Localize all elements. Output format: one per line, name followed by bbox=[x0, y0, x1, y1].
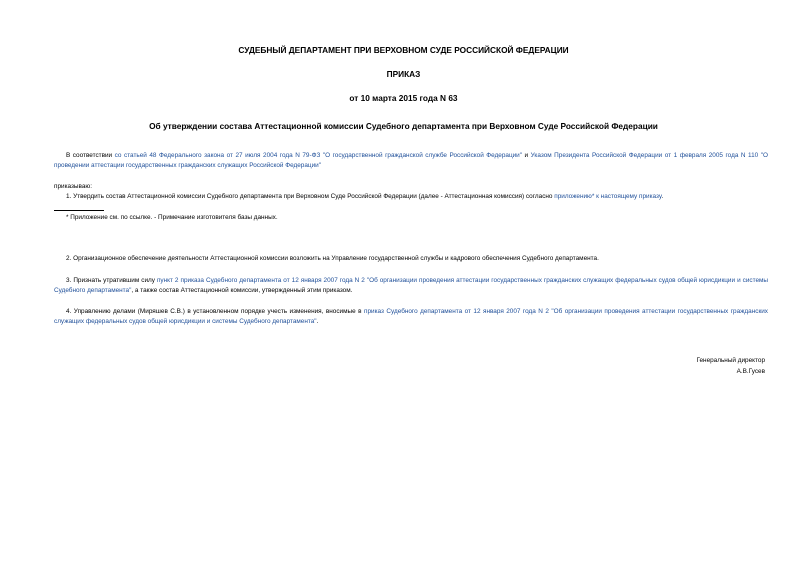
footnote: * Приложение см. по ссылке. - Примечание изготовителя базы данных. bbox=[66, 214, 278, 221]
link-order-2[interactable]: приказ Судебного департамента от 12 января 2007 года N 2 "Об организации проведения аттестации государственных гражданских служащих федеральных судов общей юрисдикции и системы Судебного департамента" bbox=[54, 308, 769, 325]
order-word: приказываю: bbox=[54, 183, 92, 190]
footnote-divider bbox=[54, 210, 104, 211]
document-subject: Об утверждении состава Аттестационной комиссии Судебного департамента при Верховном Суде Российской Федерации bbox=[149, 121, 658, 131]
item-3-end: , а также состав Аттестационной комиссии, утвержденный этим приказом. bbox=[131, 287, 353, 294]
item-4-paragraph bbox=[54, 307, 768, 327]
link-order-2-item-2[interactable]: пункт 2 приказа Судебного департамента от 12 января 2007 года N 2 "Об организации проведения аттестации государственных гражданских служащих федеральных судов общей юрисдикции и системы Судебного департамента" bbox=[54, 277, 768, 294]
document-type: ПРИКАЗ bbox=[386, 69, 421, 79]
link-presidential-decree-110[interactable]: Указом Президента Российской Федерации от 1 февраля 2005 года N 110 "О проведении аттестации государственных гражданских служащих Российской Федерации" bbox=[54, 152, 768, 169]
item-3-paragraph bbox=[54, 276, 768, 296]
document-date-number: от 10 марта 2015 года N 63 bbox=[349, 93, 458, 103]
item-1-paragraph bbox=[54, 192, 768, 202]
organization-title: СУДЕБНЫЙ ДЕПАРТАМЕНТ ПРИ ВЕРХОВНОМ СУДЕ РОССИЙСКОЙ ФЕДЕРАЦИИ bbox=[238, 45, 569, 55]
link-federal-law-79fz[interactable]: со статьей 48 Федерального закона от 27 июля 2004 года N 79-ФЗ "О государственной гражданской службе Российской Федерации" bbox=[114, 152, 523, 159]
preamble-paragraph bbox=[54, 151, 768, 171]
item-1-text: 1. Утвердить состав Аттестационной комиссии Судебного департамента при Верховном Суде Российской Федерации (далее - Аттестационная комиссия) согласно bbox=[66, 193, 555, 200]
item-4-end: . bbox=[316, 318, 319, 325]
item-3-text: 3. Признать утратившим силу bbox=[66, 277, 157, 284]
item-4-text: 4. Управлению делами (Миряшев С.В.) в установленном порядке учесть изменения, вносимые в bbox=[66, 308, 364, 315]
item-1-end: . bbox=[661, 193, 664, 200]
item-2-paragraph: 2. Организационное обеспечение деятельности Аттестационной комиссии возложить на Управление государственной службы и кадрового обеспечения Судебного департамента. bbox=[66, 255, 599, 262]
preamble-text-1: В соответствии bbox=[66, 152, 115, 159]
signature-name: А.В.Гусев bbox=[736, 368, 765, 375]
preamble-text-2: и bbox=[522, 152, 531, 159]
link-appendix[interactable]: приложению* к настоящему приказу bbox=[554, 193, 662, 200]
signature-position: Генеральный директор bbox=[696, 357, 765, 364]
